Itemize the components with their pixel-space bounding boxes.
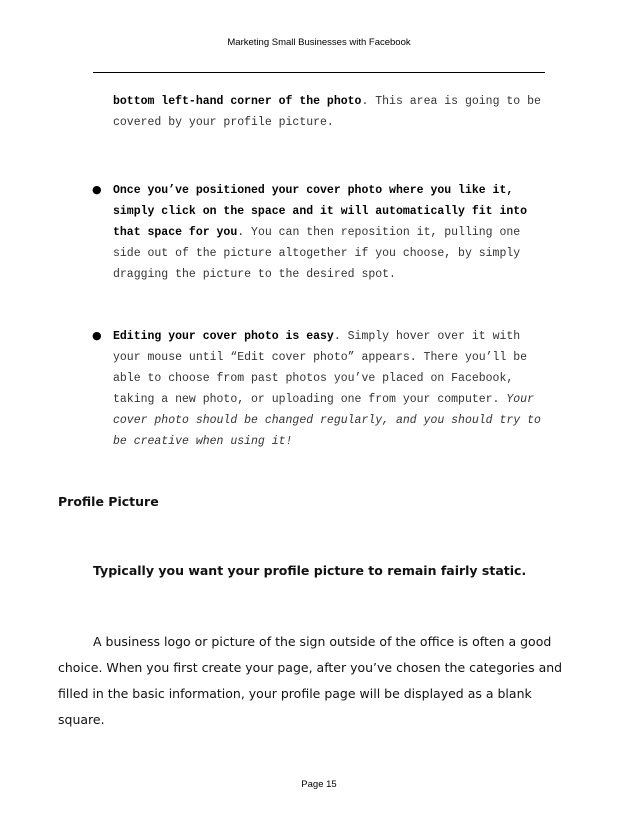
b1-bold-3: that space for you xyxy=(113,226,238,239)
b1-line-2 xyxy=(113,205,527,218)
section-subheading: Typically you want your profile picture to remain fairly static. xyxy=(93,563,527,578)
b1-bold-2: simply click on the space and it will automatically fit into xyxy=(113,205,528,218)
cont-rest: . This area is going to be xyxy=(361,95,541,108)
paragraph-line-1: A business logo or picture of the sign outside of the office is often a good xyxy=(93,634,552,649)
b2-line-6 xyxy=(113,435,292,448)
paragraph-line-4: square. xyxy=(58,712,105,727)
b1-bold-1: Once you’ve positioned your cover photo where you like it, xyxy=(113,184,514,197)
b2-line-2: your mouse until “Edit cover photo” appears. There you’ll be xyxy=(113,351,528,364)
paragraph-line-2: choice. When you first create your page, after you’ve chosen the categories and xyxy=(58,660,563,675)
bullet-dot-1: ● xyxy=(92,183,102,196)
b1-rest-3: . You can then reposition it, pulling one xyxy=(237,226,521,239)
bullet-dot-2: ● xyxy=(92,329,102,342)
b2-italic-5: cover photo should be changed regularly, and you should try to xyxy=(113,414,541,427)
b1-line-3 xyxy=(113,226,520,239)
cont-line-1 xyxy=(113,95,541,108)
header-rule xyxy=(93,72,545,73)
page-header: Marketing Small Businesses with Facebook xyxy=(227,37,411,48)
b2-line-1 xyxy=(113,330,520,343)
b1-line-1 xyxy=(113,184,513,197)
b2-bold-1: Editing your cover photo is easy xyxy=(113,330,334,343)
b2-line-5 xyxy=(113,414,541,427)
b1-line-5: dragging the picture to the desired spot. xyxy=(113,268,396,281)
b2-rest-1: . Simply hover over it with xyxy=(333,330,521,343)
b2-italic-6: be creative when using it! xyxy=(113,435,293,448)
page-number: Page 15 xyxy=(301,779,337,790)
cont-bold: bottom left-hand corner of the photo xyxy=(113,95,362,108)
b2-line-4 xyxy=(113,393,534,406)
b1-line-4: side out of the picture altogether if you choose, by simply xyxy=(113,247,521,260)
cont-line-2: covered by your profile picture. xyxy=(113,116,334,129)
section-heading: Profile Picture xyxy=(58,494,159,509)
b2-line-3: able to choose from past photos you’ve placed on Facebook, xyxy=(113,372,514,385)
b2-plain-4: taking a new photo, or uploading one from your computer. xyxy=(113,393,507,406)
b2-italic-4: Your xyxy=(506,393,534,406)
paragraph-line-3: filled in the basic information, your profile page will be displayed as a blank xyxy=(58,686,532,701)
